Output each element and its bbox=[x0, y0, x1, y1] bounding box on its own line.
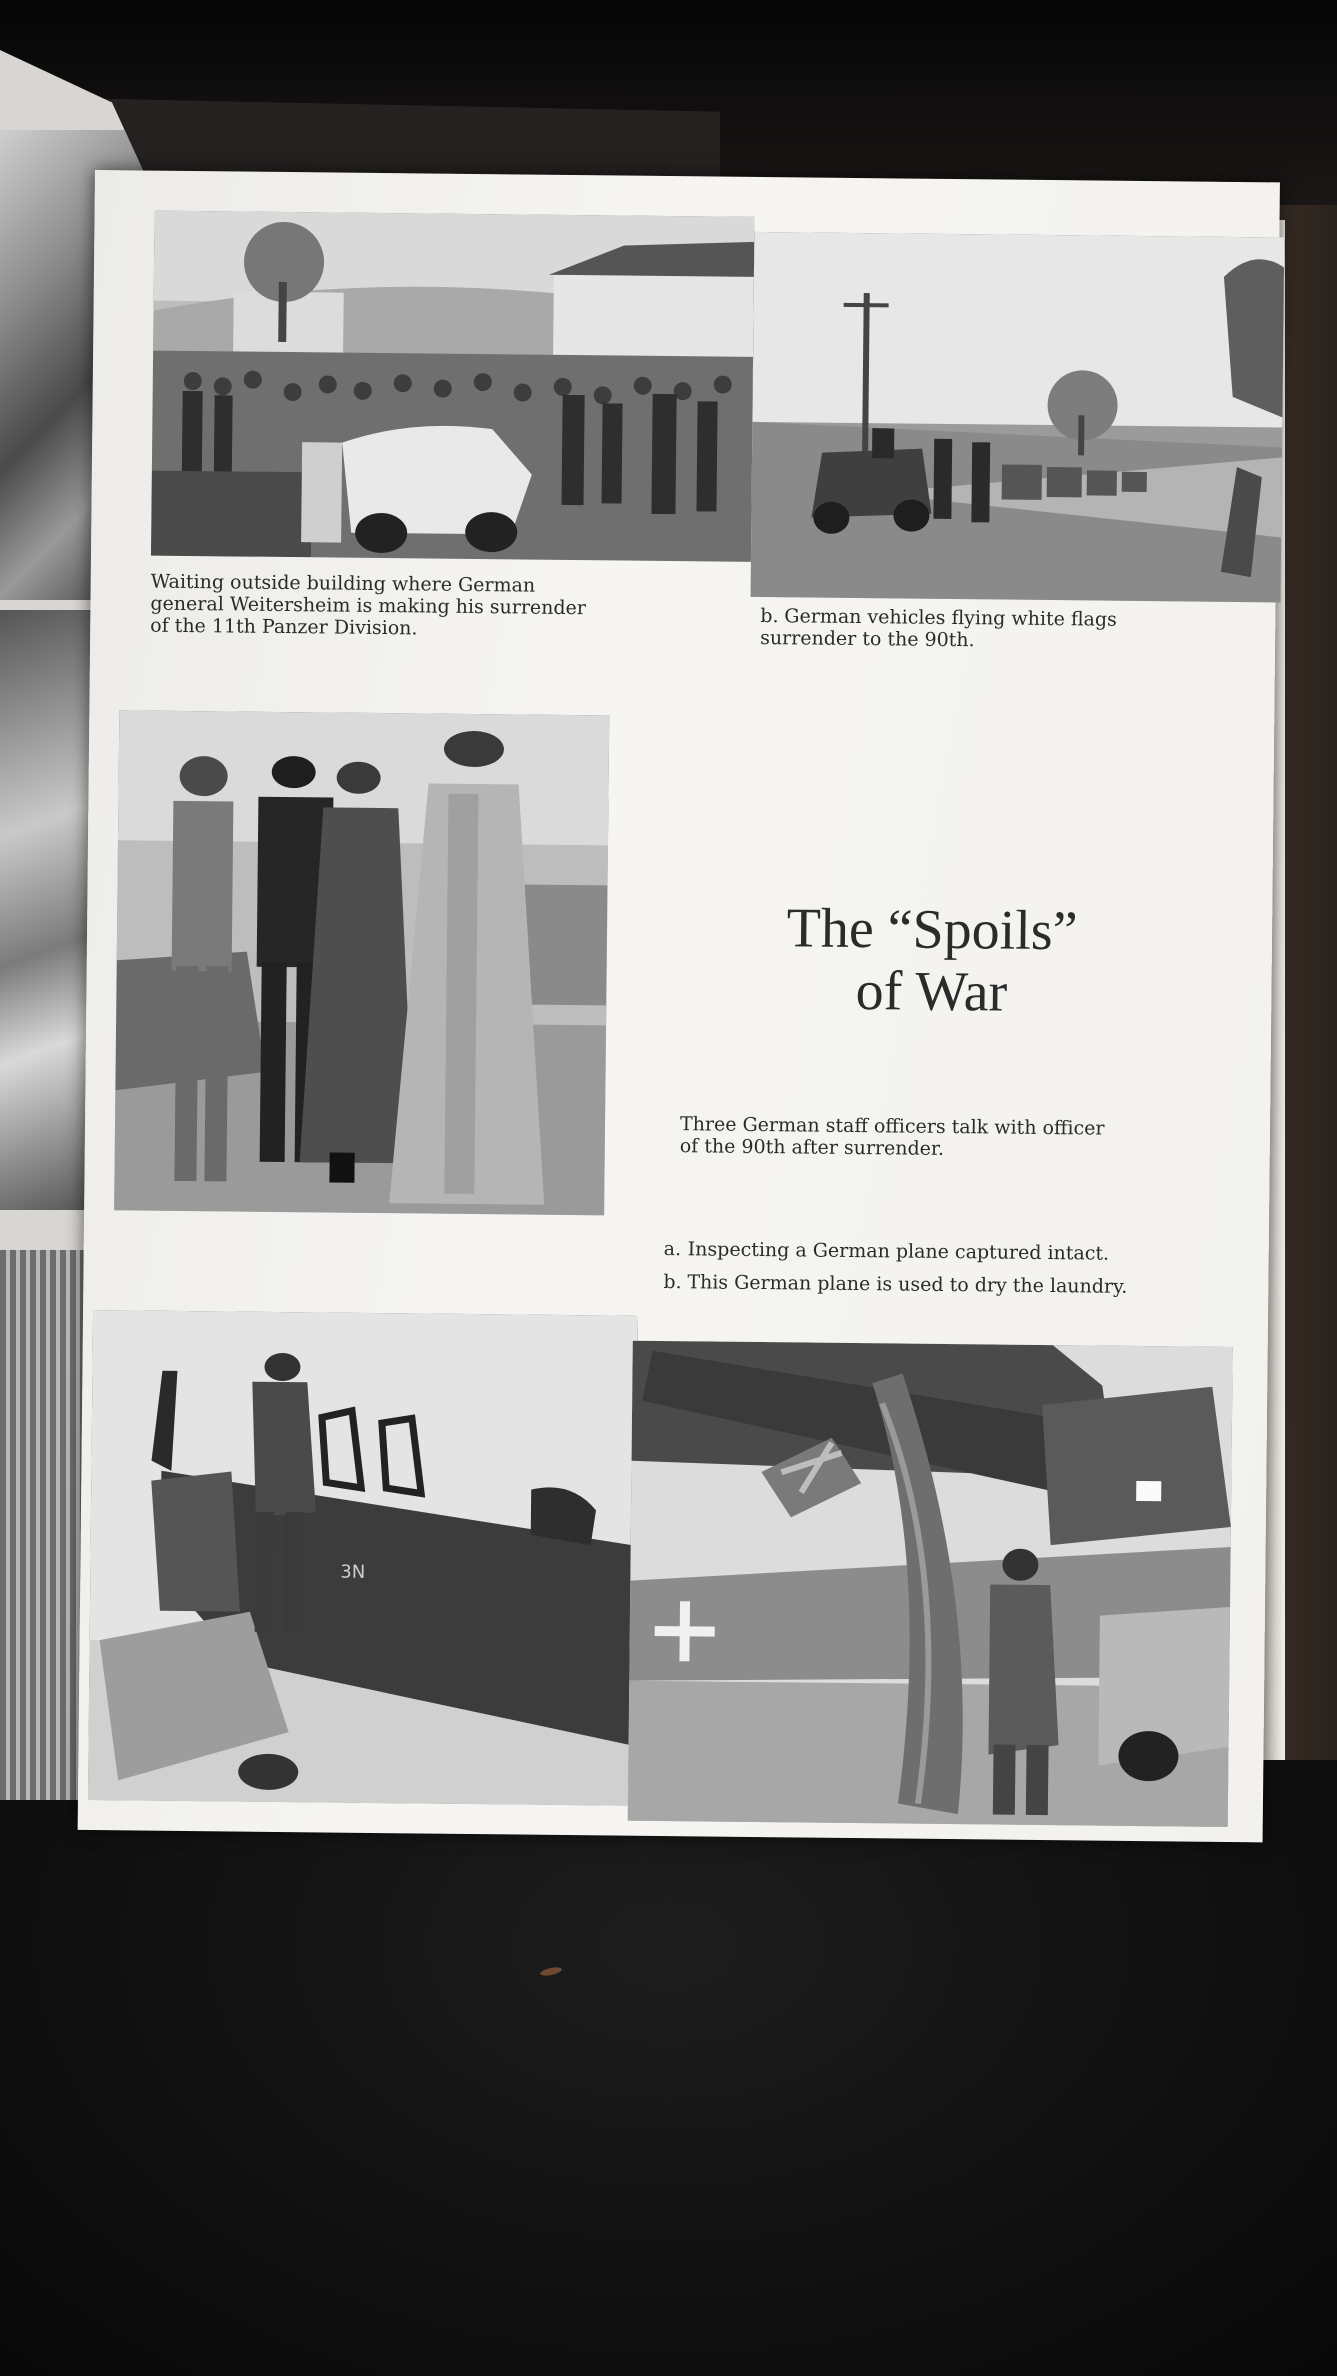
photo-vehicles-white-flags bbox=[751, 232, 1285, 603]
caption-white-flags bbox=[760, 605, 1210, 654]
photo-plane-laundry bbox=[628, 1341, 1233, 1827]
caption-plane-a-label: a. bbox=[663, 1238, 682, 1261]
aircraft-marking: 3N bbox=[340, 1561, 366, 1583]
carpet-background bbox=[0, 1760, 1337, 2376]
caption-surrender-building-text: Waiting outside building where German general Weitersheim is making his surrender of the 11th Panzer Division. bbox=[150, 570, 587, 640]
heading-line-2: of War bbox=[855, 960, 1008, 1024]
book-page bbox=[78, 170, 1280, 1842]
photo-inspecting-plane bbox=[88, 1310, 638, 1806]
photo-german-staff-officers bbox=[114, 710, 609, 1215]
caption-staff-officers bbox=[680, 1113, 1120, 1162]
heading-line-1: The “Spoils” bbox=[786, 897, 1078, 963]
caption-plane-b bbox=[663, 1271, 1183, 1298]
caption-staff-officers-text: Three German staff officers talk with officer of the 90th after surrender. bbox=[679, 1113, 1105, 1160]
caption-plane-a-text: Inspecting a German plane captured intact. bbox=[687, 1238, 1110, 1265]
page-heading bbox=[706, 896, 1157, 1025]
caption-surrender-building bbox=[150, 571, 596, 642]
photo-crowd-outside-building bbox=[151, 211, 755, 562]
caption-white-flags-text: German vehicles flying white flags surrender to the 90th. bbox=[760, 605, 1117, 652]
caption-plane-a bbox=[664, 1238, 1184, 1265]
caption-plane-b-text: This German plane is used to dry the laundry. bbox=[687, 1271, 1128, 1298]
caption-plane-b-label: b. bbox=[663, 1271, 682, 1294]
caption-white-flags-label: b. bbox=[760, 604, 779, 628]
